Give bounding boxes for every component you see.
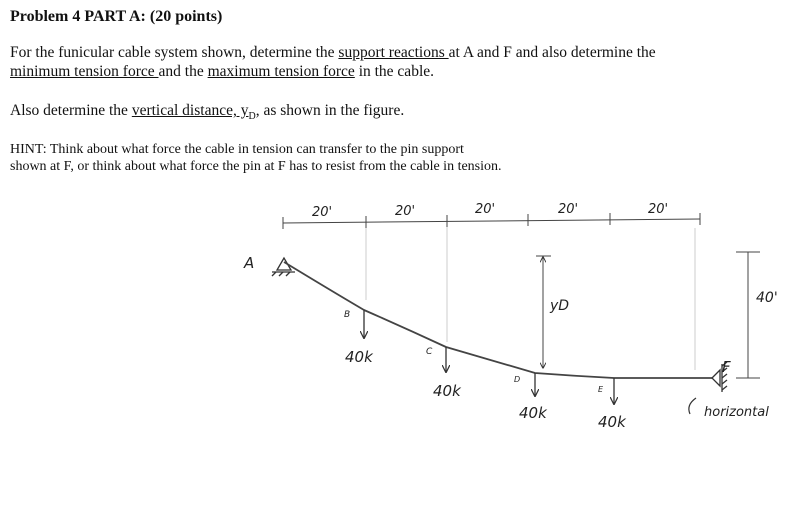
problem-statement-line2: minimum tension force and the maximum tension force in the cable. xyxy=(10,63,435,80)
label-b: B xyxy=(344,310,351,320)
problem-title: Problem 4 PART A: (20 points) xyxy=(10,8,223,25)
hint-line2: shown at F, or think about what force the pin at F has to resist from the cable in tension. xyxy=(10,159,502,174)
label-e: E xyxy=(598,385,604,394)
vertical-guide-lines xyxy=(366,227,695,370)
vertical-distance-statement: Also determine the vertical distance, $y_D$, as shown in the figure. xyxy=(10,102,405,123)
span-label-bc: 20' xyxy=(395,204,416,219)
support-reactions-underlined: support reactions xyxy=(338,44,449,61)
yd-label: yD xyxy=(550,298,570,314)
horizontal-pointer-icon xyxy=(689,398,696,414)
maximum-tension-underlined: maximum tension force xyxy=(207,63,355,80)
label-c: C xyxy=(426,347,433,357)
vertical-distance-underlined: vertical distance, $y_D$ xyxy=(131,102,256,123)
yd-dimension xyxy=(536,256,551,368)
load-label-b: 40k xyxy=(345,348,373,366)
load-arrows xyxy=(364,310,614,404)
load-label-c: 40k xyxy=(433,382,461,400)
height-label: 40' xyxy=(756,290,778,306)
height-dimension xyxy=(736,252,760,378)
label-f: F xyxy=(722,358,731,376)
problem-statement-line1: For the funicular cable system shown, determine the support reactions at A and F and also determine the xyxy=(10,44,656,61)
span-label-de: 20' xyxy=(558,202,579,217)
hint-line1: HINT: Think about what force the cable in tension can transfer to the pin support xyxy=(10,142,464,157)
span-label-cd: 20' xyxy=(475,202,496,217)
load-label-e: 40k xyxy=(598,413,626,431)
span-label-ab: 20' xyxy=(312,205,333,220)
label-d: D xyxy=(514,375,521,384)
label-a: A xyxy=(244,254,255,272)
span-label-ef: 20' xyxy=(648,202,669,217)
load-label-d: 40k xyxy=(519,404,547,422)
minimum-tension-underlined: minimum tension force xyxy=(10,63,159,80)
horizontal-label: horizontal xyxy=(704,405,769,420)
